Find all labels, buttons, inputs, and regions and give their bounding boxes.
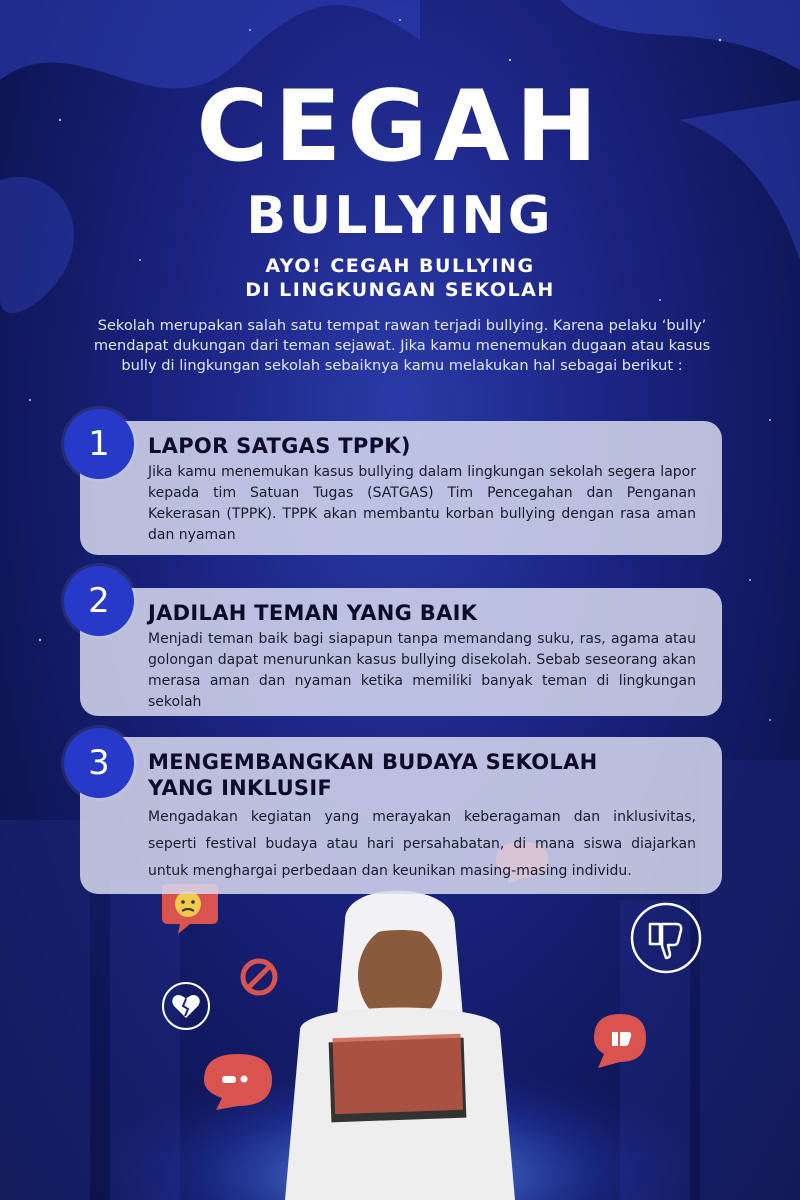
step-number-badge-1: 1 [64,409,134,479]
step-body-1: Jika kamu menemukan kasus bullying dalam lingkungan sekolah segera lapor kepada tim Satuan Tugas (SATGAS) Tim Pencegahan dan Penganan Kekerasan (TPPK). TPPK akan membantu korban bullying dengan rasa aman dan nyaman [148,464,696,543]
step-number-badge-3: 3 [64,728,134,798]
broken-heart-icon [160,980,212,1032]
intro-text: Sekolah merupakan salah satu tempat rawan terjadi bullying. Karena pelaku ‘bully’ mendapat dukungan dari teman sejawat. Jika kamu menemukan dugaan atau kasus bully di lingkungan sekolah sebaiknya kamu melakukan hal sebagai berikut : [93,317,711,374]
step-title-3: MENGEMBANGKAN BUDAYA SEKOLAH YANG INKLUSIF [148,750,598,800]
dislike-bubble-icon [590,1010,650,1070]
step-title-1: LAPOR SATGAS TPPK) [148,434,411,458]
thumbs-down-icon [628,900,704,976]
step-title-2: JADILAH TEMAN YANG BAIK [148,601,478,625]
title-main: CEGAH [196,70,604,184]
tagline [0,254,800,302]
step-card-3 [80,737,722,894]
step-body-2: Menjadi teman baik bagi siapapun tanpa memandang suku, ras, agama atau golongan dapat menurunkan kasus bullying disekolah. Sebab seseorang akan merasa aman dan nyaman ketika memiliki banyak teman di lingkungan sekolah [148,631,696,710]
tagline-line-1: AYO! CEGAH BULLYING [265,255,535,277]
tagline-line-2: DI LINGKUNGAN SEKOLAH [245,279,555,301]
title-sub: BULLYING [246,186,554,246]
exclamation-icon [200,1050,276,1112]
step-number-badge-2: 2 [64,566,134,636]
step-card-2 [80,588,722,716]
step-body-3: Mengadakan kegiatan yang merayakan keberagaman dan inklusivitas, seperti festival budaya atau hari persahabatan, di mana siswa diajarkan untuk menghargai perbedaan dan keunikan masing-masing individu. [148,809,696,879]
step-card-1 [80,421,722,555]
no-sign-icon [238,956,280,998]
